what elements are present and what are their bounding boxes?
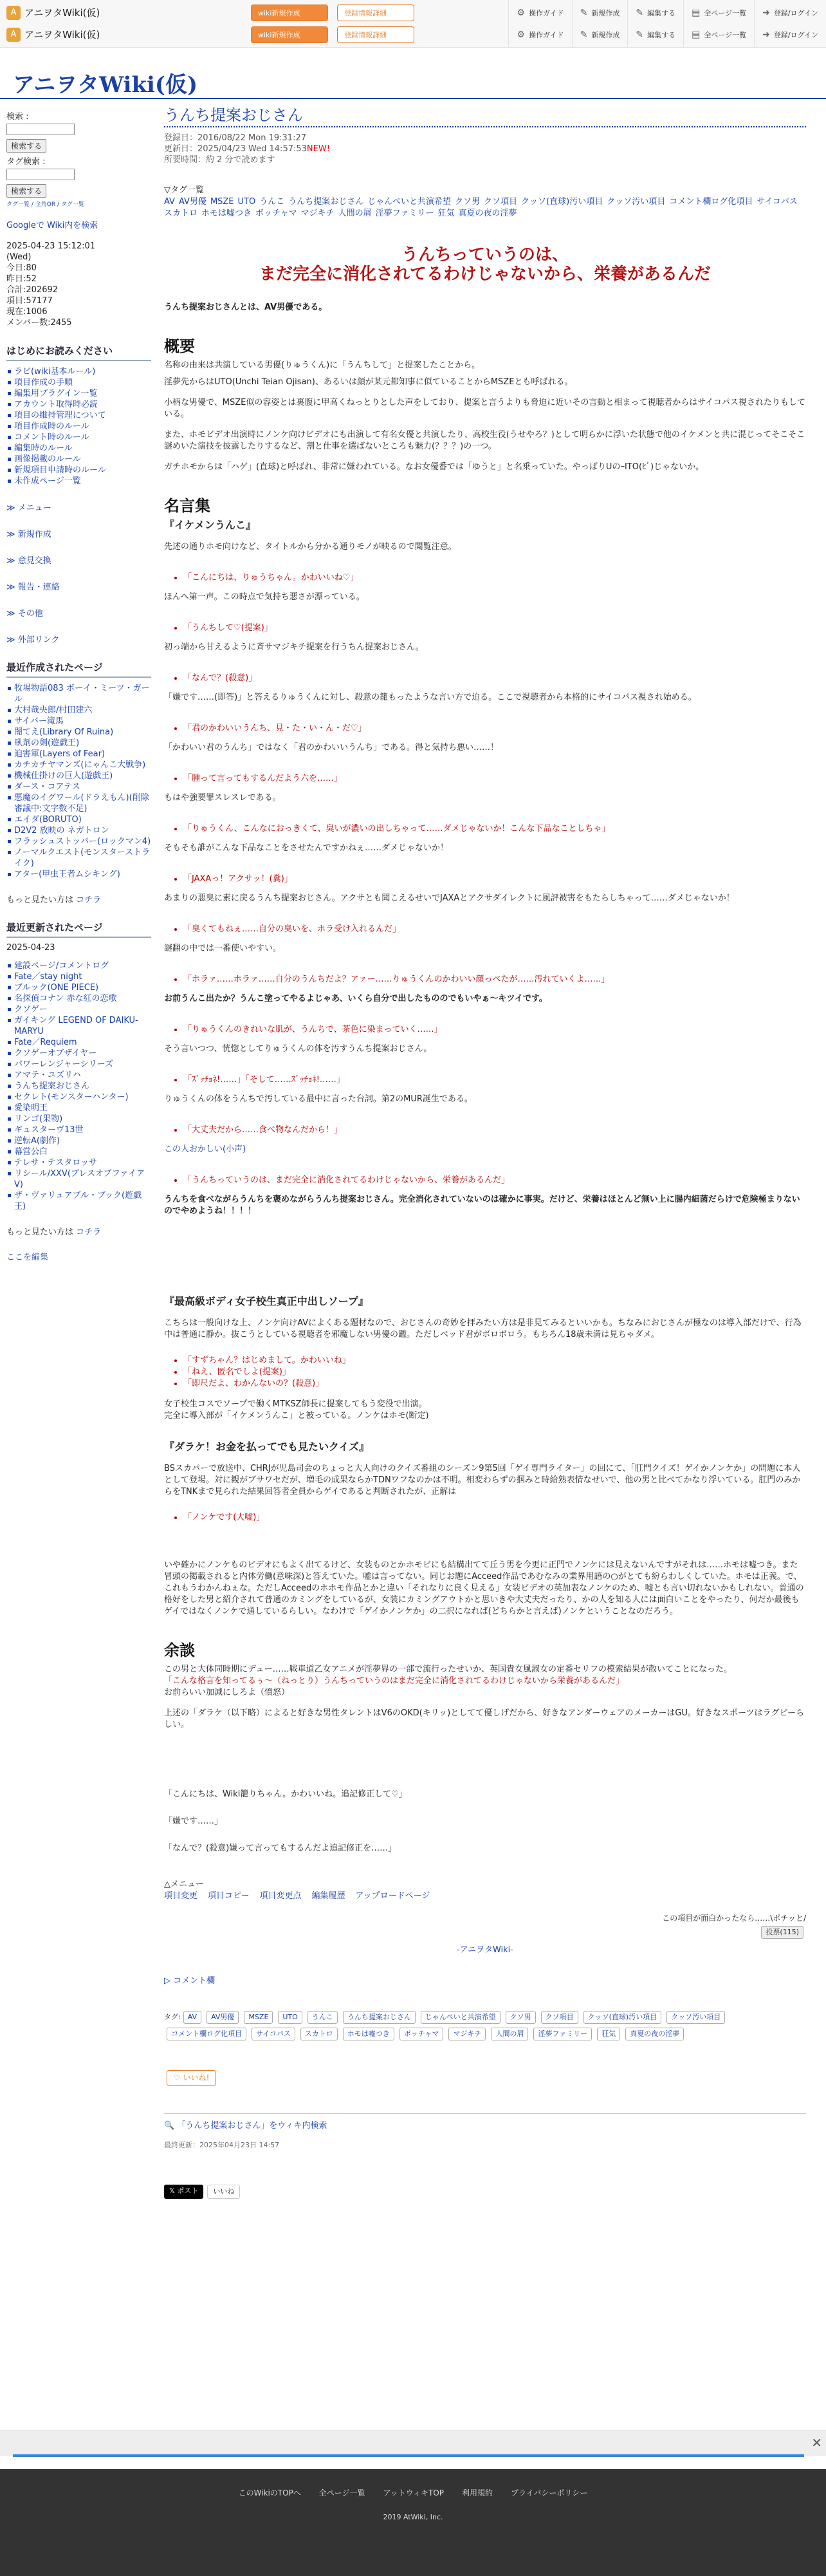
tag-links <box>164 196 806 219</box>
sub-ikemen: 『イケメンうんこ』 <box>164 519 257 531</box>
bottom-tag[interactable]: ボッチャマ <box>399 2028 444 2040</box>
quote-comment: そもそも誰がこんな下品なことをさせたんですかねぇ……ダメじゃないか！ <box>164 843 449 853</box>
top-menu-item[interactable] <box>754 22 826 48</box>
recent-updated-link[interactable]: セクレト(モンスターハンター) <box>6 1092 151 1103</box>
quote-text: 「ｽﾞｯﾁｮﾈ!……」「そして……ｽﾞｯﾁｮﾈ!……」 <box>183 1075 345 1085</box>
create-wiki-button[interactable]: wiki新規作成 <box>251 5 328 21</box>
page-action-link[interactable]: 項目変更点 <box>259 1891 302 1901</box>
recent-updated-link[interactable]: Fate／Requiem <box>6 1037 151 1048</box>
tag-link[interactable]: マジキチ <box>300 209 335 218</box>
quote-comment: りゅうくんの体をうんちで汚している最中に言った台詞。第2のMUR誕生である。 <box>164 1094 473 1104</box>
ad-progress <box>13 2454 804 2457</box>
bottom-tag[interactable]: AV男優 <box>206 2011 239 2024</box>
top-menu-label: 登録/ログイン <box>773 8 818 17</box>
login-icon: ➜ <box>762 29 770 40</box>
recent-created-link[interactable]: ノーマルクエスト(モンスターストライク) <box>6 847 151 869</box>
body-after2: 完全に導入部が「イケメンうんこ」と被っている。ノンケはホモ(断定) <box>164 1411 429 1421</box>
body-quotes <box>183 1355 806 1390</box>
site-footer <box>0 2469 826 2576</box>
edit-sidebar-link[interactable]: ここを編集 <box>6 1253 49 1262</box>
section-quotes: 名言集 <box>164 497 210 515</box>
recent-updated-link[interactable]: ギュスターヴ13世 <box>6 1125 151 1135</box>
recent-updated-link[interactable]: テレサ・テスタロッサ <box>6 1157 151 1168</box>
more-created-link[interactable]: コチラ <box>76 895 102 905</box>
last-updated: 最終更新：2025年04月23日 14:57 <box>164 2141 280 2149</box>
recent-updated-link[interactable]: クソゲー <box>6 1004 151 1015</box>
quiz-after: いや確かにノンケものビデオにもよく出てるけど、女装ものとかホモビにも結構出てて丘う男を今更に正門でノンケには見えないんですがそれは……ホモは嘘つき。また冒頭の掲載されると内体労働(意味深)と答えていた。嘘は言ってない。同じお題にAcceed作品であむなみの業界用語の○がとても紛らわしくしていた。ホモは正義。で、これもうわかんねぇな。ただしAcceedのホホモ作品とかと違い「それなりに良く見える」女装ビデオの英加表なノンケのため、嘘とも言い切れないかもしれない。普通の格好をした男と紹介されて普通のカミングをしているが、女装にカミングアウトかと思いきや大丈夫だったり、かの人を知る人には面白いことをやったり、何だか最後もゲイではなくノンケで通しているらしい。なわけで「ゲイかノンケか」の二択になれば(どちらかと言えば)ノンケということなのだろう。 <box>164 1560 804 1616</box>
quote-text: 「臭くてもねぇ……自分の臭いを、ホラ受け入れるんだ」 <box>183 924 401 934</box>
access-stat: 項目:57177 <box>6 296 53 306</box>
quote-comment: もはや強要罪スレスレである。 <box>164 793 281 803</box>
page-action-link[interactable]: 編集履歴 <box>311 1891 345 1901</box>
site-title[interactable]: アニヲタWiki(仮) <box>13 72 198 98</box>
sub-body: 『最高級ボディ女子校生真正中出しソープ』 <box>164 1295 369 1307</box>
extra-p2: 「こんな格言を知ってるぅ〜（ねっとり）うんちっていうのはまだ完全に消化されてるわけじゃないから栄養があるんだ」 <box>164 1676 625 1686</box>
intro-link[interactable]: アカウント取得時必読 <box>6 399 151 410</box>
day-of-week: (Wed) <box>6 252 32 262</box>
site-header <box>0 48 826 99</box>
nice-button[interactable]: ♡ いいね! <box>167 2070 216 2086</box>
bottom-tag[interactable]: クソ男 <box>506 2011 536 2024</box>
tag-link[interactable]: クソ項目 <box>484 197 518 207</box>
more-updated-link[interactable]: コチラ <box>76 1227 102 1237</box>
recent-created-link[interactable]: 牧場物語083 ボーイ・ミーツ・ガール <box>6 683 151 705</box>
recent-updated-link[interactable]: クソゲーオブザイヤー <box>6 1048 151 1059</box>
tag-link[interactable]: スカトロ <box>164 209 198 218</box>
access-stat: メンバー数:2455 <box>6 318 72 328</box>
recent-created-link[interactable]: アター(甲虫王者ムシキング) <box>6 869 151 880</box>
recent-updated-link[interactable]: リシール/XXV(ブレスオブファイアV) <box>6 1168 151 1190</box>
extra-p1: この男と大体同時期にデュー……戦車道乙女アニメが淫夢界の一部で流行ったせいか、英国貴女風淑女の定番セリフの模索結果が散いてことになった。 <box>164 1665 732 1674</box>
body-paragraph: こちらは一般向けな上、ノンケ向けAVによくある題材なので、おじさんの奇妙を拝みたい方は是非見てみるといいかも。ちなみにおじさんが極なのは導入部だけで、行為中は普通に静か。抜こうとしている視聴者を邪魔しない男優の鑑。ただしベッド君がボロボロう。もちろん18歳未満は見ちゃダメ。 <box>164 1318 802 1339</box>
wiki-search-link[interactable]: 🔍 「うんち提案おじさん」をウィキ内検索 <box>164 2113 806 2132</box>
recent-updated-link[interactable]: ザ・ヴァリュアブル・ブック(遊戯王) <box>6 1190 151 1212</box>
quote-text: 「こんにちは、りゅうちゃん。かわいいね♡」 <box>183 573 359 583</box>
read-time: 所要時間：約 2 分で読めます <box>164 155 275 165</box>
tag-link[interactable]: 狂気 <box>437 209 455 218</box>
search-label: 検索 : <box>6 112 29 122</box>
page-action-link[interactable]: アップロードページ <box>355 1891 430 1901</box>
sidebar-nav-item[interactable]: ≫ 意見交換 <box>6 556 51 566</box>
quote-comment: この人おかしい(小声) <box>164 1144 246 1154</box>
vote-button[interactable]: 投票(115) <box>761 1926 803 1939</box>
access-stat: 昨日:52 <box>6 274 37 284</box>
recent-updated-link[interactable]: ブルック(ONE PIECE) <box>6 982 151 993</box>
recent-updated-link[interactable]: 名探偵コナン 赤な紅の恋歌 <box>6 993 151 1004</box>
top-menu-item[interactable] <box>572 22 628 48</box>
quote-comment: うんちを食べながらうんちを褒めながらうんち提案おじさん。完全消化されていないのは確かに事実。だけど、栄養はほとんど無い上に腸内細菌だらけで危険極まりないのでやめようね！！！！ <box>164 1195 800 1216</box>
body-quote: • 「即尺だよ、わかんないの？(殺意)」 <box>183 1378 806 1390</box>
tag-hint[interactable]: タグ一覧 / 全角OR / タグ一覧 <box>6 201 84 208</box>
quote-list <box>164 572 806 1217</box>
quote-text: 「りゅうくんのきれいな肌が、うんちで、茶色に染まっていく……」 <box>183 1025 443 1034</box>
page-action-link[interactable]: 項目コピー <box>208 1891 250 1901</box>
bottom-tag[interactable]: クッソ(直球)汚い項目 <box>583 2011 662 2024</box>
recent-updated-link[interactable]: 建設ページ/コメントログ <box>6 960 151 971</box>
page-actions <box>164 1890 806 1902</box>
quote-comment: 「嫌です……(即答)」と答えるりゅうくんに対し、殺意の籠もったような言い方で迫る。ここで視聴者から本格的にサイコパス視され始める。 <box>164 693 697 702</box>
pages-icon: ▤ <box>692 29 701 40</box>
recent-created-link[interactable]: フラッシュストッパー(ロックマン4) <box>6 836 151 847</box>
intro-link[interactable]: 項目作成時のルール <box>6 421 151 432</box>
intro-link[interactable]: 画像掲載のルール <box>6 454 151 465</box>
recent-created-link[interactable]: D2V2 放映の ネガトロン <box>6 825 151 836</box>
bottom-tag[interactable]: スカトロ <box>300 2028 338 2040</box>
guide-icon: ⚙ <box>517 29 525 40</box>
main-content <box>164 106 806 2199</box>
quote-text: 「JAXAっ！アクサッ！(糞)」 <box>183 874 293 884</box>
bottom-tag[interactable]: 人間の屑 <box>491 2028 528 2040</box>
copyright: 2019 AtWiki, Inc. <box>383 2513 443 2521</box>
intro-heading: はじめにお読みください <box>6 344 151 361</box>
recent-created-link[interactable]: ダース・コアテス <box>6 781 151 792</box>
sidebar-nav-item[interactable]: ≫ 新規作成 <box>6 530 51 539</box>
heart-icon: ♡ <box>174 2073 183 2082</box>
tag-link[interactable]: うんち提案おじさん <box>288 197 364 207</box>
intro-link[interactable]: 編集時のルール <box>6 443 151 454</box>
overview-p3: 小柄な男優で、MSZE似の容姿とは裏腹に甲高くねっとりとした声をしており、提案と言うよりも脅迫に近いその言動と相まって視聴者からはサイコパス視されたりもしている。 <box>164 398 805 419</box>
quote-text: 「君のかわいいうんち、見・た・い・ん・だ♡」 <box>183 723 367 733</box>
bottom-tag[interactable]: UTO <box>278 2011 302 2024</box>
top-menu-label: 編集する <box>647 30 676 39</box>
intro-link[interactable]: コメント時のルール <box>6 432 151 443</box>
quote-text: 「うんちっていうのは、まだ完全に消化されてるわけじゃないから、栄養があるんだ」 <box>183 1175 510 1185</box>
bottom-tag[interactable]: 淫夢ファミリー <box>533 2028 592 2040</box>
new-badge: NEW! <box>306 144 330 154</box>
recent-created-link[interactable]: 闇てえ(Library Of Ruina) <box>6 727 151 738</box>
top-menu-label: 登録/ログイン <box>773 30 818 39</box>
recent-updated-link[interactable]: アマテ・ユズリハ <box>6 1070 151 1081</box>
extra-p4: 上述の「ダラケ（以下略）によると好きな男性タレントはV6のOKD(キリッ)としてて優しげだから、好きなアンダーウェアのメーカーはGU。好きなスポーツはラグビーらしい。 <box>164 1708 804 1730</box>
updated-date: 更新日：2025/04/23 Wed 14:57:53NEW! <box>164 144 330 154</box>
bottom-tag[interactable]: 真夏の夜の淫夢 <box>625 2028 684 2040</box>
vote-text: この項目が面白かったなら……\ポチッと/ <box>662 1914 806 1923</box>
recent-updated-link[interactable]: ガイキング LEGEND OF DAIKU-MARYU <box>6 1015 151 1037</box>
registration-info-button[interactable]: 登録情報詳細 <box>337 26 414 43</box>
recent-updated-link[interactable]: 愛染明王 <box>6 1103 151 1114</box>
top-menu-label: 全ページ一覧 <box>704 8 747 17</box>
intro-link[interactable]: 新規項目申請時のルール <box>6 465 151 476</box>
footer-link[interactable]: 利用規約 <box>462 2488 493 2497</box>
section-extra: 余談 <box>164 1641 195 1659</box>
quote-comment: お前うんこ出たか？うんこ塗ってやるよじゃあ、いくら自分で出したもののでもいやぁ〜キツイです。 <box>164 994 547 1003</box>
recent-updated-link[interactable]: うんち提案おじさん <box>6 1081 151 1092</box>
recent-updated-link[interactable]: リンゴ(果物) <box>6 1114 151 1125</box>
recent-created-link[interactable]: カチカチヤマンズ(にゃんこ大戦争) <box>6 760 151 770</box>
intro-link[interactable]: 項目作成の手順 <box>6 377 151 388</box>
tag-link[interactable]: MSZE <box>210 197 234 207</box>
intro-link[interactable]: 未作成ページ一覧 <box>6 476 151 487</box>
footer-link[interactable]: アットウィキTOP <box>383 2488 445 2497</box>
top-menu-label: 新規作成 <box>591 30 620 39</box>
end-q3: 「なんで？(殺意)嫌って言ってもするんだよ追記修正を……」 <box>164 1843 397 1853</box>
bottom-ad-bar <box>0 2431 826 2456</box>
recent-updated-link[interactable]: 逆転A(劇作) <box>6 1135 151 1146</box>
section-overview: 概要 <box>164 337 195 355</box>
top-menu-label: 操作ガイド <box>528 30 564 39</box>
tag-link[interactable]: うんこ <box>259 197 285 207</box>
tag-prefix: タグ: <box>164 2013 181 2021</box>
current-date: 2025-04-23 15:12:01 <box>6 241 96 251</box>
body-quote: • 「すずちゃん？はじめまして。かわいいね」 <box>183 1355 806 1367</box>
recent-created-heading: 最近作成されたページ <box>6 660 151 678</box>
access-stat: 合計:202692 <box>6 285 59 295</box>
tag-list-label[interactable]: ▽タグ一覧 <box>164 185 204 195</box>
bottom-tag[interactable]: うんこ <box>307 2011 338 2024</box>
recent-created-link[interactable]: エイダ(BORUTO) <box>6 814 151 825</box>
x-post-button[interactable]: 𝕏 ポスト <box>164 2185 203 2199</box>
close-icon[interactable]: ✕ <box>811 2435 822 2450</box>
recent-created-link[interactable]: 臥剤の剣(遊戯王) <box>6 738 151 749</box>
intro-link[interactable]: 編集用プラグイン一覧 <box>6 388 151 399</box>
wiki-logo-icon: A <box>6 28 21 42</box>
bottom-tag[interactable]: コメント欄ログ化項目 <box>167 2028 246 2040</box>
recent-updated-link[interactable]: Fate／stay night <box>6 971 151 982</box>
like-button[interactable]: いいね <box>207 2185 240 2199</box>
tag-link[interactable]: UTO <box>237 197 256 207</box>
overview-p2: 淫夢先からはUTO(Unchi Teian Ojisan)、あるいは顔が某元都知事に似ていることからMSZEとも呼ばれる。 <box>164 377 573 387</box>
top-menu-label: 編集する <box>647 8 676 17</box>
tag-link[interactable]: ホモは嘘つき <box>201 209 252 218</box>
tag-link[interactable]: ボッチャマ <box>255 209 297 218</box>
catchphrase-line1: うんちっていうのは、 <box>401 245 569 265</box>
recent-updated-date: 2025-04-23 <box>6 943 55 953</box>
end-q2: 「嫌です……」 <box>164 1816 223 1826</box>
more-label: もっと見たい方は <box>6 895 74 905</box>
recent-created-list <box>6 683 151 880</box>
sidebar-nav-item[interactable]: ≫ その他 <box>6 609 43 619</box>
bottom-tag[interactable]: クソ項目 <box>541 2011 578 2024</box>
quote-comment: 初っ端から甘えるように斉サマジキチ提案を行うちん提案おじさん。 <box>164 642 424 652</box>
body-quote: • 「ねえ、匿名でしよ(提案)」 <box>183 1367 806 1378</box>
quote-comment: 謎翻の中では一番使いやすい。 <box>164 944 282 953</box>
catchphrase <box>164 245 806 284</box>
quote-text: 「ホラァ……ホラァ……自分のうんちだよ？アァー……りゅうくんのかわいい顔っぺたが……汚れていくよ……」 <box>183 975 610 984</box>
footer-link[interactable]: プライバシーポリシー <box>511 2488 588 2497</box>
bottom-tag[interactable]: AV <box>183 2011 201 2024</box>
search-input[interactable] <box>6 124 75 135</box>
sidebar <box>6 109 151 1262</box>
footer-links <box>0 2487 826 2498</box>
sidebar-nav-item[interactable]: ≫ メニュー <box>6 503 51 513</box>
tag-link[interactable]: 人間の屑 <box>338 209 372 218</box>
x-icon: 𝕏 <box>169 2187 178 2195</box>
guide-icon: ⚙ <box>517 7 525 18</box>
bottom-tag[interactable]: じゃんぺいと共演希望 <box>421 2011 500 2024</box>
end-q1: 「こんにちは、Wiki籠りちゃん。かわいいね。追記修正して♡」 <box>164 1789 407 1799</box>
quote-text: 「うんちして♡(提案)」 <box>183 623 273 633</box>
tag-link[interactable]: 真夏の夜の淫夢 <box>458 209 517 218</box>
quote-comment: そう言いつつ、恍惚としてりゅうくんの体を汚すうんち提案おじさん。 <box>164 1044 432 1054</box>
recent-updated-list <box>6 960 151 1212</box>
recent-created-link[interactable]: 大村哉央郎/村田建六 <box>6 705 151 716</box>
tag-link[interactable]: じゃんぺいと共演希望 <box>367 197 452 207</box>
quiz-answer-quote: • 「ノンケです(大嘘)」 <box>183 1512 806 1524</box>
search-icon: 🔍 <box>164 2121 178 2131</box>
tag-search-label: タグ検索 : <box>6 157 46 167</box>
bottom-tag[interactable]: サイコパス <box>252 2028 295 2040</box>
recent-created-link[interactable]: 機械仕掛けの巨人(遊戯王) <box>6 770 151 781</box>
overview-p1: 名称の由来は共演している男優(りゅうくん)に「うんちして」と提案したことから。 <box>164 360 481 370</box>
page-action-link[interactable]: 項目変更 <box>164 1891 198 1901</box>
tag-search-button[interactable]: 検索する <box>6 184 46 198</box>
more-label: もっと見たい方は <box>6 1227 74 1237</box>
sub-quiz: 『ダラケ！お金を払ってでも見たいクイズ』 <box>164 1441 370 1453</box>
ikemen-intro: 先述の通りホモ向けなど、タイトルから分かる通りモノが映るので閲覧注意。 <box>164 542 457 552</box>
access-stats <box>6 263 151 328</box>
footer-link[interactable]: 全ページ一覧 <box>318 2488 365 2497</box>
catchphrase-line2: まだ完全に消化されてるわけじゃないから、栄養があるんだ <box>259 265 711 284</box>
top-menu-label: 全ページ一覧 <box>704 30 747 39</box>
quiz-paragraph: BSスカパーで放送中、CHRJが児島司会のちょっと大人向けのクイズ番組のシーズン9第5回「ゲイ専門ライター」の回にて、「肛門クイズ！ゲイかノンケか」の問題に本人として登場。対に観がブサワセだが、増毛の成果ならかTDNワフなのかは不明。相変わらずの掴みと時給熟表情なせいで、他の男と比べてかなり浮いている。肛門のみからをTNKまで見られた結果回答者全員からゲイであると判断されたが、正解は <box>164 1464 801 1497</box>
extra-p3: お前らいい加減にしろよ（憤怒） <box>164 1688 290 1697</box>
sidebar-nav <box>6 501 151 645</box>
top-bar-sticky <box>0 22 826 48</box>
sidebar-nav-item[interactable]: ≫ 外部リンク <box>6 635 60 645</box>
bottom-tag[interactable]: マジキチ <box>448 2028 486 2040</box>
tag-link[interactable]: AV <box>164 197 175 207</box>
edit-icon: ✎ <box>636 7 644 18</box>
new-icon: ✎ <box>580 7 588 18</box>
top-menu-label: 新規作成 <box>591 8 620 17</box>
tag-link[interactable]: コメント欄ログ化項目 <box>669 197 753 207</box>
quote-comment: あまりの悪臭に素に戻るうんち提案おじさん。アクサとも聞こえるせいでJAXAとアクサダイレクトに風評被害をもたらしちゃって……ダメじゃないか！ <box>164 893 735 903</box>
registered-date: 登録日：2016/08/22 Mon 19:31:27 <box>164 133 306 143</box>
share-buttons <box>164 2185 806 2199</box>
quote-text: 「りゅうくん、こんなにおっきくて、臭いが濃いの出しちゃって……ダメじゃないか！こんな下品なことしちゃ」 <box>183 824 610 834</box>
site-logo[interactable]: A アニヲタWiki(仮) <box>0 28 251 42</box>
registration-info-button[interactable]: 登録情報詳細 <box>337 5 414 21</box>
edit-icon: ✎ <box>636 29 644 40</box>
page-title: うんち提案おじさん <box>164 109 806 127</box>
tag-link[interactable]: サイコパス <box>757 197 798 207</box>
google-search-link[interactable]: Googleで Wiki内を検索 <box>6 221 98 230</box>
footer-brand: -アニヲタWiki- <box>457 1945 513 1955</box>
intro-link[interactable]: ラビ(wiki基本ルール) <box>6 366 151 377</box>
quote-text: 「なんで？(殺意)」 <box>183 673 257 683</box>
body-after1: 女子校生コスでソープで働くMTKSZ師長に提案してもう変役で出演。 <box>164 1399 427 1409</box>
tag-link[interactable]: クソ男 <box>455 197 481 207</box>
access-stat: 現在:1006 <box>6 307 48 317</box>
top-menu <box>508 22 826 48</box>
top-menu-item[interactable] <box>627 22 683 48</box>
intro-list <box>6 366 151 487</box>
recent-created-link[interactable]: サイバー滝馬 <box>6 716 151 727</box>
overview-p5: ガチホモからは「ハゲ」(直球)と呼ばれ、非常に嫌われている。なお女優番では「ゆうと」と名乗っていた。やっぱりUのｰITO(ﾋﾞ)じゃないか。 <box>164 462 704 472</box>
footer-link[interactable]: このWikiのTOPへ <box>238 2488 301 2497</box>
search-button[interactable]: 検索する <box>6 139 46 153</box>
site-logo[interactable]: A アニヲタWiki(仮) <box>0 6 251 20</box>
quiz-answer <box>183 1512 806 1524</box>
tag-link[interactable]: クッソ(直球)汚い項目 <box>521 197 603 207</box>
quote-comment: 「かわいい君のうんち」ではなく「君のかわいいうんち」である。得と気持ち悪い……！ <box>164 743 499 752</box>
sidebar-nav-item[interactable]: ≫ 報告・連絡 <box>6 583 60 592</box>
recent-updated-heading: 最近更新されたページ <box>6 920 151 938</box>
new-icon: ✎ <box>580 29 588 40</box>
bottom-tags <box>164 2009 806 2042</box>
top-menu-item[interactable] <box>508 22 571 48</box>
quote-text: 「大丈夫だから……食べ物なんだから！」 <box>183 1125 343 1135</box>
recent-created-link[interactable]: 迫害軍(Layers of Fear) <box>6 749 151 760</box>
comment-toggle[interactable]: ▷ コメント欄 <box>164 1976 216 1986</box>
tag-link[interactable]: AV男優 <box>178 197 206 207</box>
wiki-logo-icon: A <box>6 6 21 20</box>
tag-link[interactable]: クッソ汚い項目 <box>607 197 666 207</box>
tag-link[interactable]: 淫夢ファミリー <box>375 209 434 218</box>
bottom-tag[interactable]: クッソ汚い項目 <box>666 2011 725 2024</box>
bottom-tag[interactable]: MSZE <box>244 2011 273 2024</box>
bottom-tag[interactable]: うんち提案おじさん <box>343 2011 416 2024</box>
intro-link[interactable]: 項目の維持管理について <box>6 410 151 421</box>
tag-list-section <box>164 185 806 219</box>
menu-label[interactable]: △メニュー <box>164 1880 204 1889</box>
top-menu-label: 操作ガイド <box>528 8 564 17</box>
quote-comment: ほんへ第一声。この時点で気持ち悪さが漂っている。 <box>164 592 365 602</box>
overview-p4: また、ホモビデオ出演時にノンケ向けビデオにも出演して有名女優と共演したり、高校生役(うせやろ？)として明らかに浮いた状態で他のイケメンと共に混じってそこそこ謎めいた演技を披露したりするなど、割と仕事を選ばないところも魅力(？？？)の一つ。 <box>164 430 805 451</box>
recent-updated-link[interactable]: パワーレンジャーシリーズ <box>6 1059 151 1070</box>
recent-updated-link[interactable]: 幕営公白 <box>6 1146 151 1157</box>
tag-search-input[interactable] <box>6 169 75 180</box>
recent-created-link[interactable]: 悪魔のイグワール(ドラえもん)(削除審議中:文字数不足) <box>6 792 151 814</box>
create-wiki-button[interactable]: wiki新規作成 <box>251 26 328 43</box>
login-icon: ➜ <box>762 7 770 18</box>
intro-text: うんち提案おじさんとは、AV男優である。 <box>164 303 327 312</box>
pages-icon: ▤ <box>692 7 701 18</box>
bottom-tag[interactable]: 狂気 <box>597 2028 620 2040</box>
top-menu-item[interactable] <box>683 22 754 48</box>
quote-text: 「腫って言ってもするんだよう六を……」 <box>183 774 343 783</box>
access-stat: 今日:80 <box>6 263 37 273</box>
bottom-tag[interactable]: ホモは嘘つき <box>343 2028 394 2040</box>
